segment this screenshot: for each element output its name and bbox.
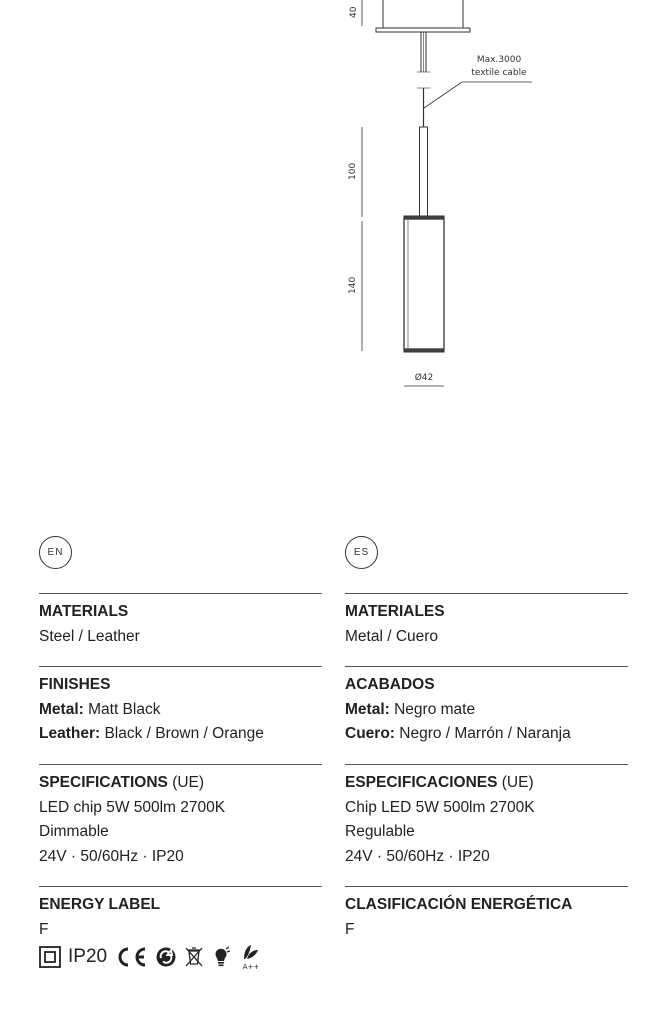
materials-value: Metal / Cuero <box>345 627 439 645</box>
spec-line: 24V · 50/60Hz · IP20 <box>345 847 490 865</box>
spec-line: Dimmable <box>39 823 109 840</box>
finish-leather-value: Negro / Marrón / Naranja <box>394 725 571 742</box>
cable-note-line1: Max.3000 <box>476 55 522 65</box>
energy-value: F <box>345 920 355 938</box>
finish-metal-value: Negro mate <box>389 700 476 718</box>
lamp-body <box>404 219 444 352</box>
finish-leather <box>345 722 628 747</box>
finishes-title: ACABADOS <box>345 676 435 693</box>
finishes-title: FINISHES <box>39 676 111 693</box>
specifications-suffix: (UE) <box>497 774 534 791</box>
light-bulb-icon <box>211 946 231 968</box>
svg-text:Ø42: Ø42 <box>414 373 434 383</box>
specifications-suffix: (UE) <box>167 774 205 791</box>
finishes-section <box>345 666 628 747</box>
specifications-section <box>345 764 628 869</box>
dimension-40 <box>349 0 362 26</box>
materials-section <box>345 593 628 649</box>
finish-metal-label: Metal: <box>39 700 84 718</box>
energy-title: CLASIFICACIÓN ENERGÉTICA <box>345 896 573 913</box>
spec-line: LED chip 5W 500lm 2700K <box>39 798 226 816</box>
technical-drawing <box>0 0 659 420</box>
specifications-section <box>39 764 322 869</box>
dimension-100 <box>348 127 362 217</box>
dimension-140 <box>348 221 362 351</box>
finish-leather <box>39 722 322 747</box>
language-badge-es: ES <box>345 536 378 569</box>
lamp-stem <box>404 127 444 219</box>
specifications-title: SPECIFICATIONS <box>39 774 168 791</box>
aplus-mark: A++ <box>242 963 260 970</box>
leaf-efficiency-icon <box>238 944 264 970</box>
column-spanish <box>345 536 628 938</box>
finish-leather-value: Black / Brown / Orange <box>100 725 264 742</box>
energy-section <box>345 886 628 942</box>
ce-mark-icon <box>114 946 148 968</box>
green-dot-recycle-icon <box>155 946 177 968</box>
cable-note-line2: textile cable <box>471 68 527 78</box>
ceiling-canopy <box>376 0 470 32</box>
materials-section <box>39 593 322 649</box>
specifications-heading <box>39 771 322 796</box>
materials-title: MATERIALES <box>345 603 445 620</box>
svg-text:100: 100 <box>348 162 358 180</box>
column-english <box>39 536 322 970</box>
svg-text:40: 40 <box>349 6 359 18</box>
spec-line: 24V · 50/60Hz · IP20 <box>39 847 184 865</box>
energy-section <box>39 886 322 970</box>
certification-icons <box>39 944 322 970</box>
finish-metal <box>39 698 322 723</box>
svg-text:140: 140 <box>348 276 358 294</box>
finish-metal-label: Metal: <box>345 700 390 718</box>
energy-value: F <box>39 920 49 938</box>
weee-bin-icon <box>184 946 204 968</box>
energy-title: ENERGY LABEL <box>39 896 161 913</box>
language-badge-en: EN <box>39 536 72 569</box>
materials-value: Steel / Leather <box>39 627 140 645</box>
class-ii-icon <box>39 946 61 968</box>
dimension-diameter <box>404 372 444 386</box>
finish-leather-label: Cuero: <box>345 725 395 742</box>
finishes-section <box>39 666 322 747</box>
specifications-heading <box>345 771 628 796</box>
specifications-title: ESPECIFICACIONES <box>345 774 498 791</box>
spec-line: Regulable <box>345 823 415 840</box>
ip-rating: IP20 <box>68 946 108 967</box>
materials-title: MATERIALS <box>39 603 129 620</box>
cable-stub <box>417 32 430 127</box>
spec-line: Chip LED 5W 500lm 2700K <box>345 798 535 816</box>
finish-leather-label: Leather: <box>39 725 101 742</box>
finish-metal <box>345 698 628 723</box>
finish-metal-value: Matt Black <box>83 700 161 718</box>
cable-callout <box>424 55 532 108</box>
